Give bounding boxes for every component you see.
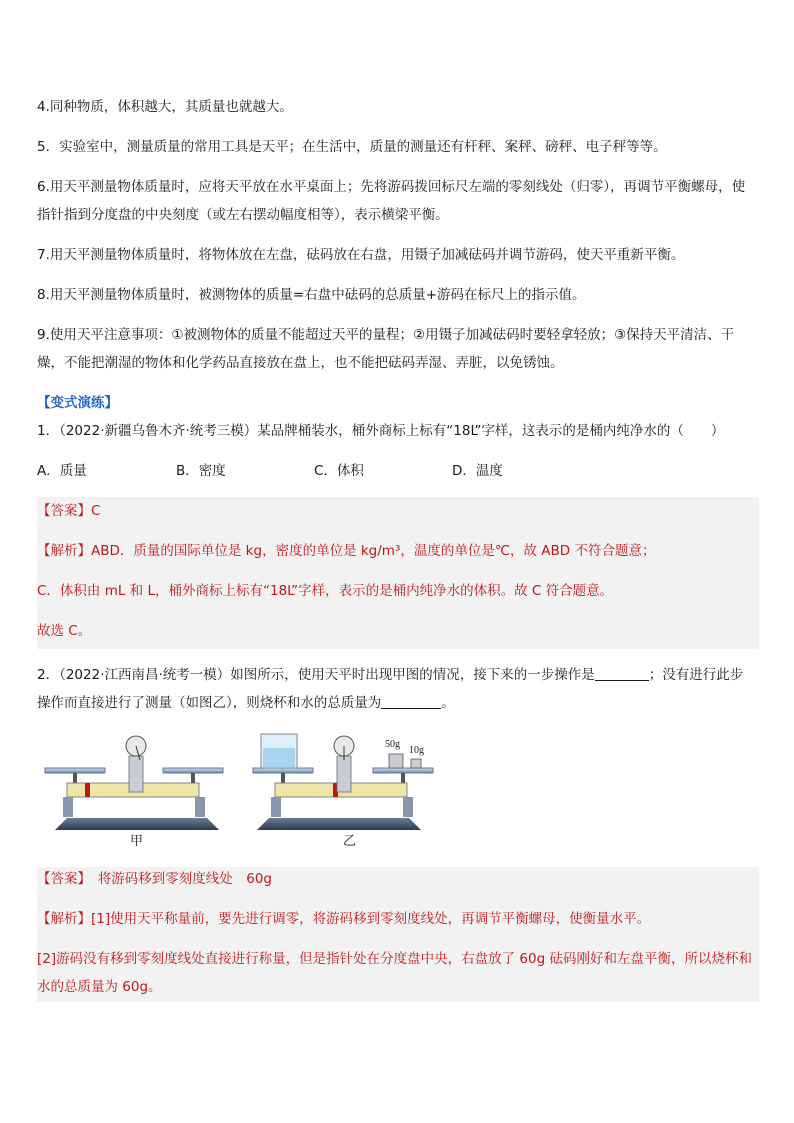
point-8: 8.用天平测量物体质量时，被测物体的质量=右盘中砝码的总质量+游码在标尺上的指示值。 bbox=[37, 287, 586, 303]
figure-label-yi: 乙 bbox=[343, 834, 357, 849]
analysis-tag: 【解析】 bbox=[37, 911, 91, 927]
q2-answer bbox=[37, 869, 272, 889]
balance-yi bbox=[253, 734, 433, 830]
q1-analysis-2: C．体积由 mL 和 L，桶外商标上标有“18L”字样，表示的是桶内纯净水的体积。故 C 符合题意。 bbox=[37, 583, 614, 599]
q2-stem-a: 2．（2022·江西南昌·统考一模）如图所示，使用天平时出现甲图的情况，接下来的一步操作是 bbox=[37, 667, 595, 683]
q2-blank-2 bbox=[381, 694, 441, 709]
analysis-tag: 【解析】 bbox=[37, 543, 91, 559]
weight-50g-label: 50g bbox=[385, 739, 400, 750]
answer-tag: 【答案】 bbox=[37, 503, 91, 519]
q2-analysis-1 bbox=[37, 909, 650, 929]
q2-analysis-2: [2]游码没有移到零刻度线处直接进行称量，但是指针处在分度盘中央，右盘放了 60g 砝码刚好和左盘平衡，所以烧杯和水的总质量为 60g。 bbox=[37, 951, 752, 995]
balance-jia bbox=[45, 736, 223, 830]
balance-figure bbox=[37, 730, 477, 850]
point-9: 9.使用天平注意事项：①被测物体的质量不能超过天平的量程；②用镊子加减砝码时要轻拿轻放；③保持天平清洁、干燥，不能把潮湿的物体和化学药品直接放在盘上，也不能把砝码弄湿、弄脏，以免锈蚀。 bbox=[37, 327, 735, 371]
q2-stem-c: 操作而直接进行了测量（如图乙），则烧杯和水的总质量为 bbox=[37, 695, 382, 711]
answer-tag: 【答案】 bbox=[37, 871, 85, 887]
weight-10g-label: 10g bbox=[409, 745, 424, 756]
figure-label-jia: 甲 bbox=[130, 834, 144, 849]
q1-stem: 1．（2022·新疆乌鲁木齐·统考三模）某品牌桶装水，桶外商标上标有“18L”字样，这表示的是桶内纯净水的（ ） bbox=[37, 423, 725, 439]
q2-stem-line1 bbox=[37, 665, 743, 685]
answer-value: C bbox=[91, 503, 101, 519]
analysis-text: ABD．质量的国际单位是 kg，密度的单位是 kg/m³，温度的单位是℃，故 ABD 不符合题意； bbox=[91, 543, 656, 559]
q2-stem-d: 。 bbox=[441, 695, 455, 711]
q1-analysis-1 bbox=[37, 541, 656, 561]
q1-answer-block bbox=[37, 497, 759, 649]
q1-analysis-3: 故选 C。 bbox=[37, 623, 92, 639]
q2-stem-line2 bbox=[37, 693, 455, 713]
q1-option-c: C．体积 bbox=[314, 463, 364, 479]
q2-stem-b: ；没有进行此步 bbox=[648, 667, 744, 683]
point-5: 5．实验室中，测量质量的常用工具是天平；在生活中，质量的测量还有杆秤、案秤、磅秤、电子秤等等。 bbox=[37, 139, 667, 155]
q2-blank-1 bbox=[595, 666, 649, 681]
point-4: 4.同种物质，体积越大，其质量也就越大。 bbox=[37, 99, 293, 115]
answer-value: 将游码移到零刻度线处 60g bbox=[97, 871, 272, 887]
q1-answer bbox=[37, 501, 100, 521]
section-title: 【变式演练】 bbox=[37, 395, 118, 411]
analysis-text: [1]使用天平称量前，要先进行调零，将游码移到零刻度线处，再调节平衡螺母，使衡量水平。 bbox=[91, 911, 651, 927]
q2-answer-block bbox=[37, 867, 759, 1002]
point-6: 6.用天平测量物体质量时，应将天平放在水平桌面上；先将游码拨回标尺左端的零刻线处（归零），再调节平衡螺母，使指针指到分度盘的中央刻度（或左右摆动幅度相等），表示横梁平衡。 bbox=[37, 179, 746, 223]
point-7: 7.用天平测量物体质量时，将物体放在左盘，砝码放在右盘，用镊子加减砝码并调节游码，使天平重新平衡。 bbox=[37, 247, 685, 263]
q1-option-a: A．质量 bbox=[37, 463, 87, 479]
q1-option-b: B．密度 bbox=[176, 463, 226, 479]
q1-option-d: D．温度 bbox=[452, 463, 503, 479]
